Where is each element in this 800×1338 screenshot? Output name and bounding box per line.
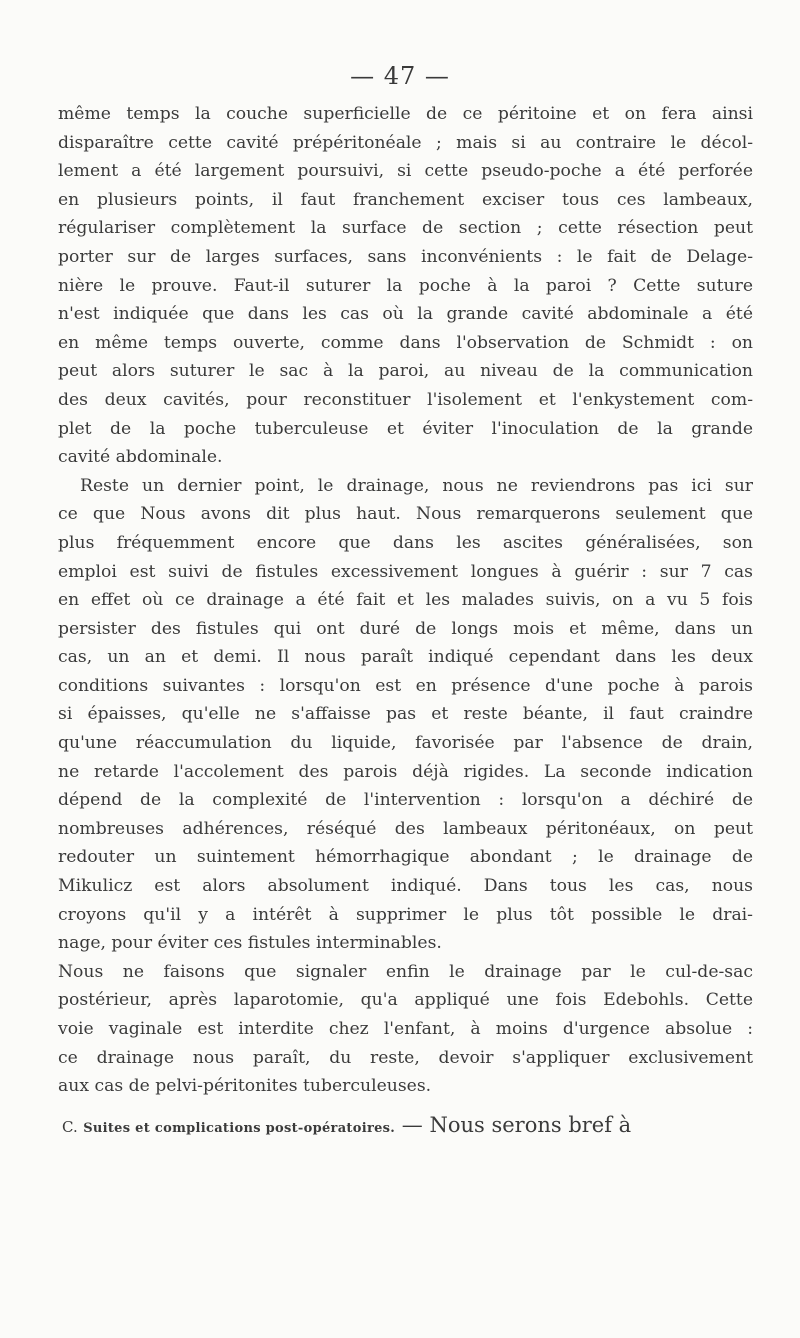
- text-line: porter sur de larges surfaces, sans inconvénients : le fait de Delage-: [58, 246, 753, 267]
- text-line: ce drainage nous paraît, du reste, devoir s'appliquer exclusivement: [58, 1047, 753, 1068]
- text-line: disparaître cette cavité prépéritonéale ; mais si au contraire le décol-: [58, 132, 753, 153]
- text-line: n'est indiquée que dans les cas où la grande cavité abdominale a été: [58, 304, 753, 325]
- text-line: persister des fistules qui ont duré de longs mois et même, dans un: [58, 618, 753, 639]
- body-text: [58, 100, 753, 1139]
- text-line: croyons qu'il y a intérêt à supprimer le plus tôt possible le drai-: [58, 904, 753, 925]
- text-line: plus fréquemment encore que dans les ascites généralisées, son: [58, 532, 753, 553]
- section-c-text: — Nous serons bref à: [395, 1112, 632, 1137]
- text-line: lement a été largement poursuivi, si cette pseudo-poche a été perforée: [58, 161, 753, 182]
- text-line: nage, pour éviter ces fistules interminables.: [58, 933, 442, 954]
- text-line: redouter un suintement hémorrhagique abondant ; le drainage de: [58, 847, 753, 868]
- text-line: conditions suivantes : lorsqu'on est en présence d'une poche à parois: [58, 675, 753, 696]
- text-line: nombreuses adhérences, réséqué des lambeaux péritonéaux, on peut: [58, 818, 753, 839]
- section-c-heading: Suites et complications post-opératoires.: [83, 1120, 396, 1136]
- page-number: — 47 —: [350, 62, 450, 90]
- text-line: même temps la couche superficielle de ce péritoine et on fera ainsi: [58, 104, 753, 124]
- text-line: aux cas de pelvi-péritonites tuberculeuses.: [58, 1076, 432, 1097]
- text-line: en plusieurs points, il faut franchement exciser tous ces lambeaux,: [58, 189, 753, 210]
- text-line: cas, un an et demi. Il nous paraît indiqué cependant dans les deux: [58, 647, 753, 668]
- text-line: si épaisses, qu'elle ne s'affaisse pas et reste béante, il faut craindre: [58, 704, 753, 725]
- section-c-line: [58, 1111, 753, 1140]
- paragraph-start: Nous ne faisons que signaler enfin le drainage par le cul-de-sac: [58, 961, 753, 982]
- text-line: peut alors suturer le sac à la paroi, au niveau de la communication: [58, 361, 753, 382]
- text-line: ne retarde l'accolement des parois déjà rigides. La seconde indication: [58, 761, 753, 782]
- text-line: qu'une réaccumulation du liquide, favorisée par l'absence de drain,: [58, 733, 753, 754]
- paragraph-start: Reste un dernier point, le drainage, nous ne reviendrons pas ici sur: [80, 475, 753, 496]
- section-c-letter: C.: [62, 1117, 78, 1136]
- text-line: dépend de la complexité de l'intervention : lorsqu'on a déchiré de: [58, 790, 753, 811]
- text-line: Mikulicz est alors absolument indiqué. Dans tous les cas, nous: [58, 876, 753, 897]
- text-line: emploi est suivi de fistules excessivement longues à guérir : sur 7 cas: [58, 561, 753, 582]
- text-line: postérieur, après laparotomie, qu'a appliqué une fois Edebohls. Cette: [58, 990, 753, 1011]
- text-line: en effet où ce drainage a été fait et les malades suivis, on a vu 5 fois: [58, 590, 753, 611]
- text-line: cavité abdominale.: [58, 447, 223, 468]
- text-line: voie vaginale est interdite chez l'enfant, à moins d'urgence absolue :: [58, 1019, 753, 1039]
- text-line: régulariser complètement la surface de section ; cette résection peut: [58, 218, 753, 239]
- text-line: des deux cavités, pour reconstituer l'isolement et l'enkystement com-: [58, 389, 753, 410]
- text-line: ce que Nous avons dit plus haut. Nous remarquerons seulement que: [58, 504, 753, 525]
- text-line: en même temps ouverte, comme dans l'observation de Schmidt : on: [58, 332, 753, 353]
- text-line: nière le prouve. Faut-il suturer la poche à la paroi ? Cette suture: [58, 275, 753, 296]
- text-line: plet de la poche tuberculeuse et éviter l'inoculation de la grande: [58, 418, 753, 439]
